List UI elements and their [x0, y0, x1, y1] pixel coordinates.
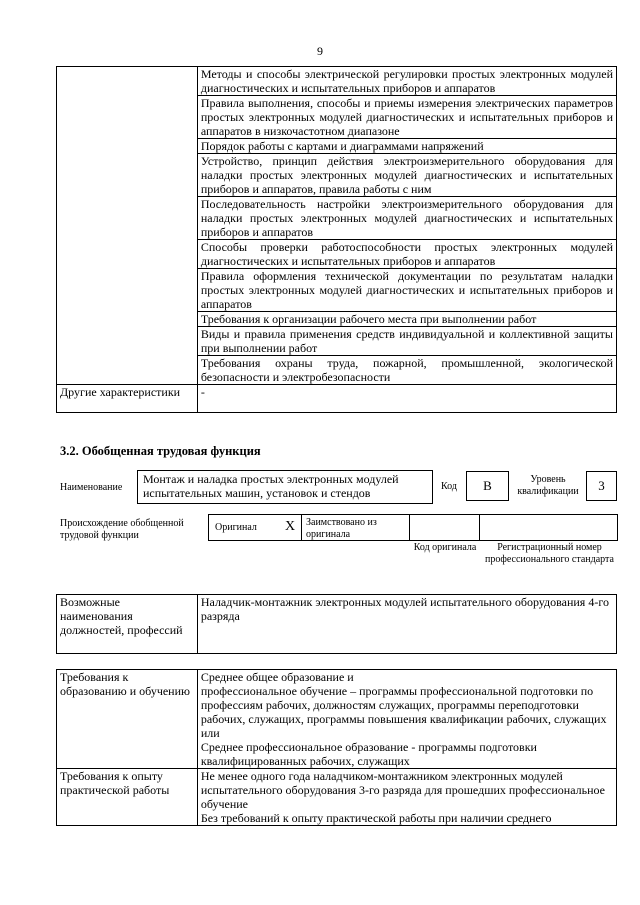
original-label: Оригинал	[215, 522, 257, 533]
education-line: Среднее профессиональное образование - программы подготовки квалифицированных рабочих, служащих	[200, 740, 537, 768]
knowledge-row: Виды и правила применения средств индивидуальной и коллективной защиты при выполнении работ	[197, 327, 616, 356]
knowledge-row: Правила оформления технической документации по результатам наладки простых электронных модулей диагностических и испытательных приборов и аппаратов	[197, 269, 616, 312]
name-value: Монтаж и наладка простых электронных модулей испытательных машин, установок и стендов	[143, 472, 399, 500]
name-box	[137, 470, 433, 504]
positions-table	[56, 594, 617, 654]
education-line: профессиональное обучение – программы профессиональной подготовки по профессиям рабочих, должностям служащих, программы переподготовки рабочих, служащих, программы повышения квалификации рабочих, служащих	[200, 684, 607, 726]
experience-line: Без требований к опыту практической работы при наличии среднего	[200, 811, 552, 825]
knowledge-row: Правила выполнения, способы и приемы измерения электрических параметров простых электронных модулей диагностических и испытательных приборов и аппаратов в низкочастотном диапазоне	[197, 96, 616, 139]
experience-line: Не менее одного года наладчиком-монтажником электронных модулей испытательного оборудования 3-го разряда для прошедших профессиональное обучение	[200, 769, 605, 811]
knowledge-row: Последовательность настройки электроизмерительного оборудования для наладки простых электронных модулей диагностических и испытательных приборов и аппаратов	[197, 197, 616, 240]
other-characteristics-value: -	[197, 385, 616, 413]
borrowed-label: Заимствовано из оригинала	[306, 517, 377, 540]
name-label: Наименование	[60, 482, 123, 493]
knowledge-row: Требования к организации рабочего места при выполнении работ	[197, 312, 616, 327]
section-title: 3.2. Обобщенная трудовая функция	[60, 444, 261, 458]
experience-value	[197, 769, 616, 826]
page-number: 9	[317, 44, 323, 58]
education-label: Требования к образованию и обучению	[57, 670, 198, 769]
education-line: Среднее общее образование и	[200, 670, 354, 684]
education-value	[197, 670, 616, 769]
positions-value: Наладчик-монтажник электронных модулей испытательного оборудования 4-го разряда	[197, 595, 616, 654]
divider	[479, 515, 480, 540]
level-label: Уровень квалификации	[517, 474, 579, 497]
divider	[409, 515, 410, 540]
knowledge-row: Порядок работы с картами и диаграммами напряжений	[197, 139, 616, 154]
requirements-table	[56, 669, 617, 826]
knowledge-row: Методы и способы электрической регулировки простых электронных модулей диагностических и испытательных приборов и аппаратов	[197, 67, 616, 96]
code-label: Код	[441, 481, 457, 492]
knowledge-row: Требования охраны труда, пожарной, промышленной, экологической безопасности и электробезопасности	[197, 356, 616, 385]
divider	[301, 515, 302, 540]
empty-label-cell	[57, 67, 198, 385]
level-value: 3	[586, 471, 617, 501]
code-caption: Код оригинала	[413, 542, 477, 553]
knowledge-table	[56, 66, 617, 413]
positions-label: Возможные наименования должностей, профессий	[57, 595, 198, 654]
knowledge-row: Устройство, принцип действия электроизмерительного оборудования для наладки простых электронных модулей диагностических и испытательных приборов и аппаратов, правила работы с ним	[197, 154, 616, 197]
experience-label: Требования к опыту практической работы	[57, 769, 198, 826]
education-line: или	[200, 726, 220, 740]
original-mark: X	[285, 519, 296, 534]
knowledge-row: Способы проверки работоспособности простых электронных модулей диагностических и испытательных приборов и аппаратов	[197, 240, 616, 269]
code-value: В	[466, 471, 509, 501]
reg-caption: Регистрационный номер профессионального стандарта	[485, 542, 614, 565]
origin-label: Происхождение обобщенной трудовой функции	[60, 518, 184, 541]
origin-box	[208, 514, 618, 541]
other-characteristics-label: Другие характеристики	[57, 385, 198, 413]
